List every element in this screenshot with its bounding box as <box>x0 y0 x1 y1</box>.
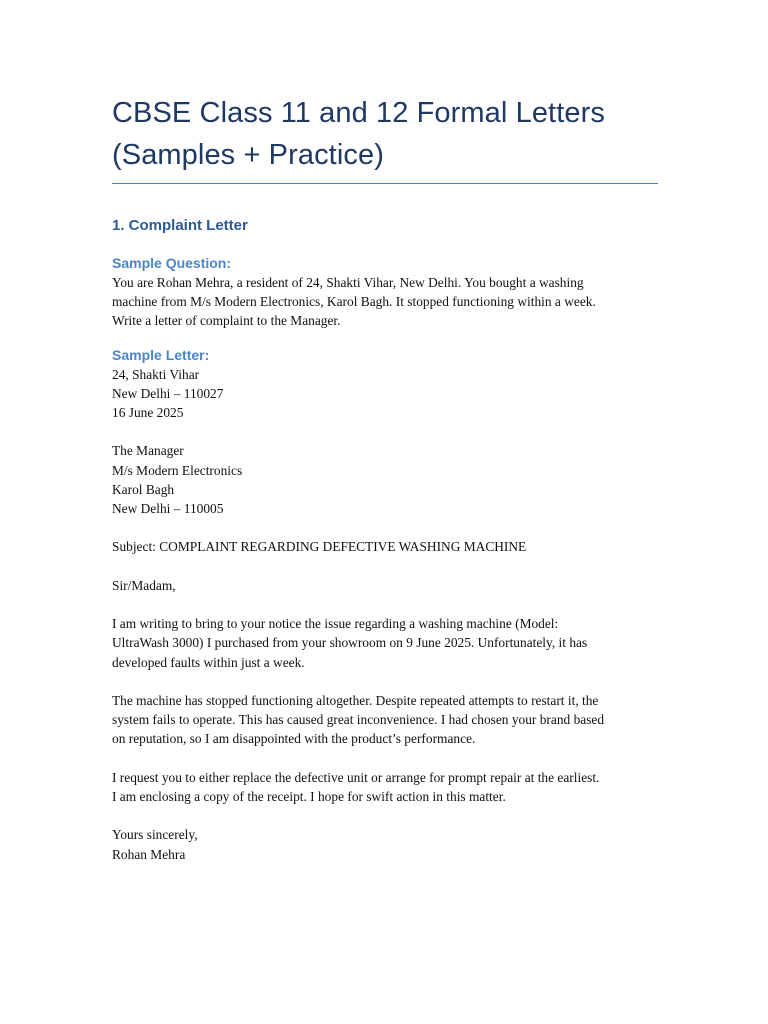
receiver-address-line: The Manager <box>112 443 184 459</box>
document-title <box>112 92 658 176</box>
spacer <box>112 806 658 825</box>
receiver-address-line: Karol Bagh <box>112 481 175 497</box>
paragraph-line: I request you to either replace the defective unit or arrange for prompt repair at the earliest. <box>112 769 600 785</box>
letter-body <box>112 365 658 864</box>
spacer <box>112 557 658 576</box>
question-text <box>112 273 658 331</box>
receiver-address <box>112 441 658 518</box>
letter-subject: Subject: COMPLAINT REGARDING DEFECTIVE WASHING MACHINE <box>112 539 527 555</box>
document-page <box>112 92 658 864</box>
paragraph-line: system fails to operate. This has caused great inconvenience. I had chosen your brand based <box>112 712 605 728</box>
letter-date: 16 June 2025 <box>112 405 184 421</box>
letter-paragraph-3 <box>112 768 658 806</box>
paragraph-line: The machine has stopped functioning altogether. Despite repeated attempts to restart it, the <box>112 692 599 708</box>
title-line-2: (Samples + Practice) <box>112 139 384 171</box>
paragraph-line: I am writing to bring to your notice the issue regarding a washing machine (Model: <box>112 616 559 632</box>
sender-address-line: 24, Shakti Vihar <box>112 366 200 382</box>
letter-closing: Yours sincerely, <box>112 827 198 843</box>
title-underline <box>112 183 658 184</box>
letter-signature: Rohan Mehra <box>112 846 186 862</box>
spacer <box>112 672 658 691</box>
title-line-1: CBSE Class 11 and 12 Formal Letters <box>112 97 605 129</box>
question-line: Write a letter of complaint to the Manager. <box>112 313 341 329</box>
paragraph-line: developed faults within just a week. <box>112 654 305 670</box>
question-line: machine from M/s Modern Electronics, Karol Bagh. It stopped functioning within a week. <box>112 294 596 310</box>
section-heading: 1. Complaint Letter <box>112 217 248 234</box>
paragraph-line: I am enclosing a copy of the receipt. I hope for swift action in this matter. <box>112 788 506 804</box>
letter-paragraph-1 <box>112 614 658 672</box>
spacer <box>112 422 658 441</box>
question-line: You are Rohan Mehra, a resident of 24, Shakti Vihar, New Delhi. You bought a washing <box>112 275 584 290</box>
spacer <box>112 518 658 537</box>
spacer <box>112 595 658 614</box>
sample-question-label: Sample Question: <box>112 255 232 271</box>
letter-paragraph-2 <box>112 691 658 749</box>
spacer <box>112 749 658 768</box>
letter-salutation: Sir/Madam, <box>112 577 176 593</box>
receiver-address-line: New Delhi – 110005 <box>112 501 224 517</box>
paragraph-line: on reputation, so I am disappointed with the product’s performance. <box>112 731 476 747</box>
sender-address-line: New Delhi – 110027 <box>112 385 224 401</box>
sender-address <box>112 365 658 423</box>
sample-letter-label: Sample Letter: <box>112 346 210 363</box>
paragraph-line: UltraWash 3000) I purchased from your showroom on 9 June 2025. Unfortunately, it has <box>112 635 588 651</box>
receiver-address-line: M/s Modern Electronics <box>112 462 243 478</box>
